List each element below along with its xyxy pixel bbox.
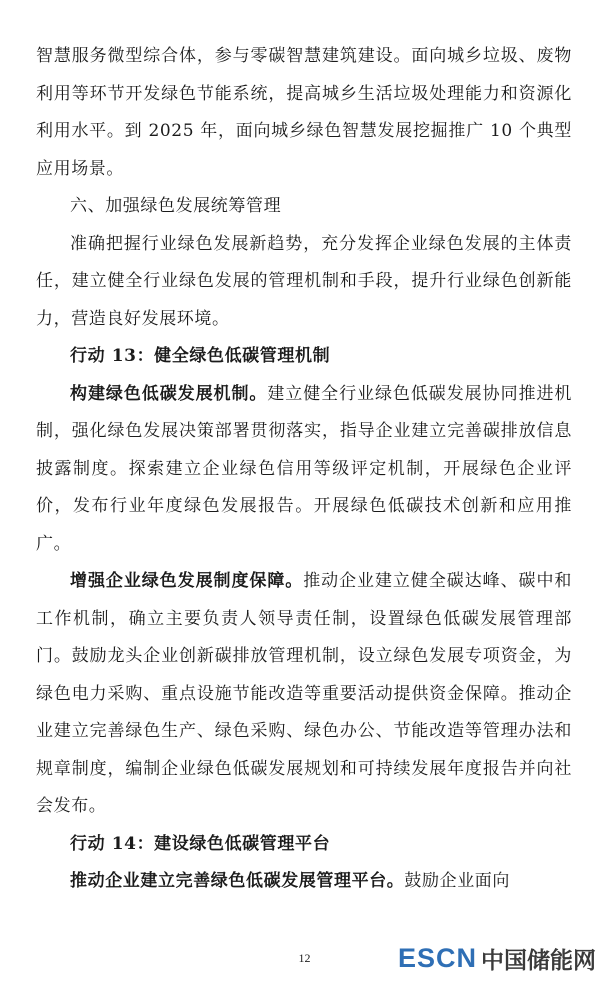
watermark-latin: ESCN <box>398 942 478 973</box>
paragraph-text: 鼓励企业面向 <box>404 871 511 891</box>
paragraph-continued: 智慧服务微型综合体，参与零碳智慧建筑建设。面向城乡垃圾、废物利用等环节开发绿色节能系统，提高城乡生活垃圾处理能力和资源化利用水平。到 2025 年，面向城乡绿色智慧发展挖掘推广 10 个典型应用场景。 <box>36 46 572 179</box>
escn-watermark <box>398 940 596 976</box>
action-heading-13: 行动 13：健全绿色低碳管理机制 <box>70 346 331 366</box>
paragraph-lead: 推动企业建立完善绿色低碳发展管理平台。 <box>70 871 405 891</box>
paragraph-mechanism <box>36 376 572 564</box>
page-number: 12 <box>298 951 311 965</box>
action-heading-14: 行动 14：建设绿色低碳管理平台 <box>70 833 331 854</box>
paragraph-text: 建立健全行业绿色低碳发展协同推进机制，强化绿色发展决策部署贯彻落实，指导企业建立完善碳排放信息披露制度。探索建立企业绿色信用等级评定机制，开展绿色企业评价，发布行业年度绿色发展报告。开展绿色低碳技术创新和应用推广。 <box>36 383 572 554</box>
watermark-chinese: 中国储能网 <box>481 947 597 974</box>
paragraph-institution <box>36 563 572 826</box>
paragraph-intro: 准确把握行业绿色发展新趋势，充分发挥企业绿色发展的主体责任，建立健全行业绿色发展的管理机制和手段，提升行业绿色创新能力，营造良好发展环境。 <box>36 233 572 329</box>
document-page <box>36 38 572 901</box>
paragraph-lead: 构建绿色低碳发展机制。 <box>70 383 268 404</box>
paragraph-text: 推动企业建立健全碳达峰、碳中和工作机制，确立主要负责人领导责任制，设置绿色低碳发展管理部门。鼓励龙头企业创新碳排放管理机制，设立绿色发展专项资金，为绿色电力采购、重点设施节能改造等重要活动提供资金保障。推动企业建立完善绿色生产、绿色采购、绿色办公、节能改造等管理办法和规章制度，编制企业绿色低碳发展规划和可持续发展年度报告并向社会发布。 <box>36 571 572 816</box>
paragraph-lead: 增强企业绿色发展制度保障。 <box>70 571 304 591</box>
section-heading: 六、加强绿色发展统筹管理 <box>70 196 282 216</box>
paragraph-platform <box>36 863 572 901</box>
